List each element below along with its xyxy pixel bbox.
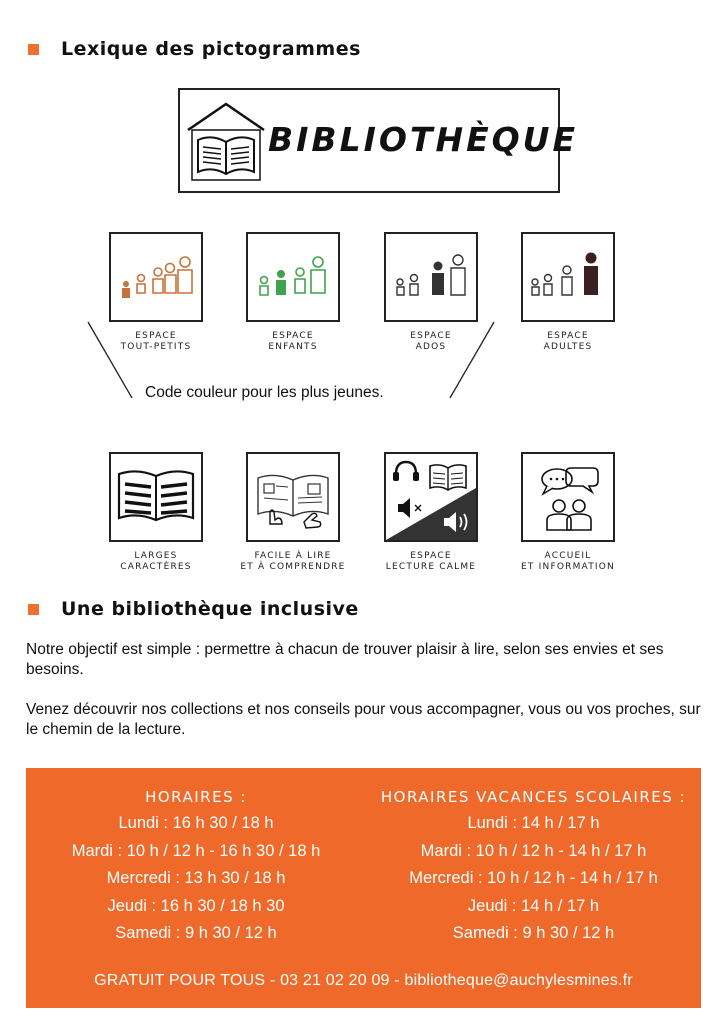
label-enfants: ESPACE ENFANTS (268, 331, 318, 352)
picto-enfants (246, 232, 340, 322)
hours-holidays-column (366, 788, 701, 948)
bracket-lines (0, 310, 725, 430)
hours-line: Mercredi : 10 h / 12 h - 14 h / 17 h (409, 869, 658, 887)
label-easy-read: FACILE À LIRE ET À COMPRENDRE (240, 551, 346, 572)
section-title-lexique (28, 38, 361, 60)
quiet-reading-icon (386, 454, 476, 540)
logo-word: BIBLIOTHÈQUE (268, 120, 579, 159)
hours-line: Lundi : 16 h 30 / 18 h (118, 814, 274, 832)
orange-bullet-icon (28, 44, 39, 55)
picto-ados (384, 232, 478, 322)
hours-panel (26, 768, 701, 1008)
hours-line: Samedi : 9 h 30 / 12 h (452, 924, 615, 942)
section-title-text: Lexique des pictogrammes (61, 38, 361, 60)
welcome-info-icon (523, 454, 613, 540)
code-couleur-text: Code couleur pour les plus jeunes. (145, 384, 384, 401)
hours-regular-title: HORAIRES : (145, 788, 247, 806)
picto-large-print (109, 452, 203, 542)
picto-easy-read (246, 452, 340, 542)
library-logo (178, 88, 579, 193)
label-tout-petits: ESPACE TOUT-PETITS (120, 331, 192, 352)
family-toddler-icon (111, 234, 201, 320)
hours-line: Lundi : 14 h / 17 h (467, 814, 600, 832)
hours-line: Mercredi : 13 h 30 / 18 h (106, 869, 286, 887)
label-adultes: ESPACE ADULTES (543, 331, 593, 352)
label-quiet-reading: ESPACE LECTURE CALME (385, 551, 477, 572)
easy-read-icon (248, 454, 338, 540)
hours-line: Mardi : 10 h / 12 h - 16 h 30 / 18 h (71, 841, 321, 860)
contact-footer: GRATUIT POUR TOUS - 03 21 02 20 09 - bibliotheque@auchylesmines.fr (94, 972, 633, 989)
hours-line: Jeudi : 16 h 30 / 18 h 30 (107, 896, 285, 915)
paragraph-objectif: Notre objectif est simple : permettre à chacun de trouver plaisir à lire, selon ses envies et ses besoins. (26, 641, 664, 678)
section-title-text: Une bibliothèque inclusive (61, 598, 359, 620)
label-welcome-info: ACCUEIL ET INFORMATION (521, 551, 615, 572)
house-book-icon (186, 100, 266, 184)
paragraph-collections: Venez découvrir nos collections et nos conseils pour vous accompagner, vous ou vos proches, sur le chemin de la lecture. (26, 701, 701, 738)
label-ados: ESPACE ADOS (410, 331, 452, 352)
picto-welcome-info (521, 452, 615, 542)
section-title-inclusive (28, 598, 359, 620)
hours-holidays-title: HORAIRES VACANCES SCOLAIRES : (380, 788, 687, 806)
picto-tout-petits (109, 232, 203, 322)
large-print-icon (111, 454, 201, 540)
label-large-print: LARGES CARACTÈRES (120, 551, 192, 572)
family-teen-icon (386, 234, 476, 320)
orange-bullet-icon (28, 604, 39, 615)
picto-quiet-reading (384, 452, 478, 542)
picto-adultes (521, 232, 615, 322)
hours-line: Jeudi : 14 h / 17 h (467, 896, 600, 915)
family-adult-icon (523, 234, 613, 320)
family-child-icon (248, 234, 338, 320)
hours-line: Samedi : 9 h 30 / 12 h (115, 924, 277, 942)
hours-regular-column (26, 788, 366, 948)
hours-line: Mardi : 10 h / 12 h - 14 h / 17 h (420, 841, 647, 860)
